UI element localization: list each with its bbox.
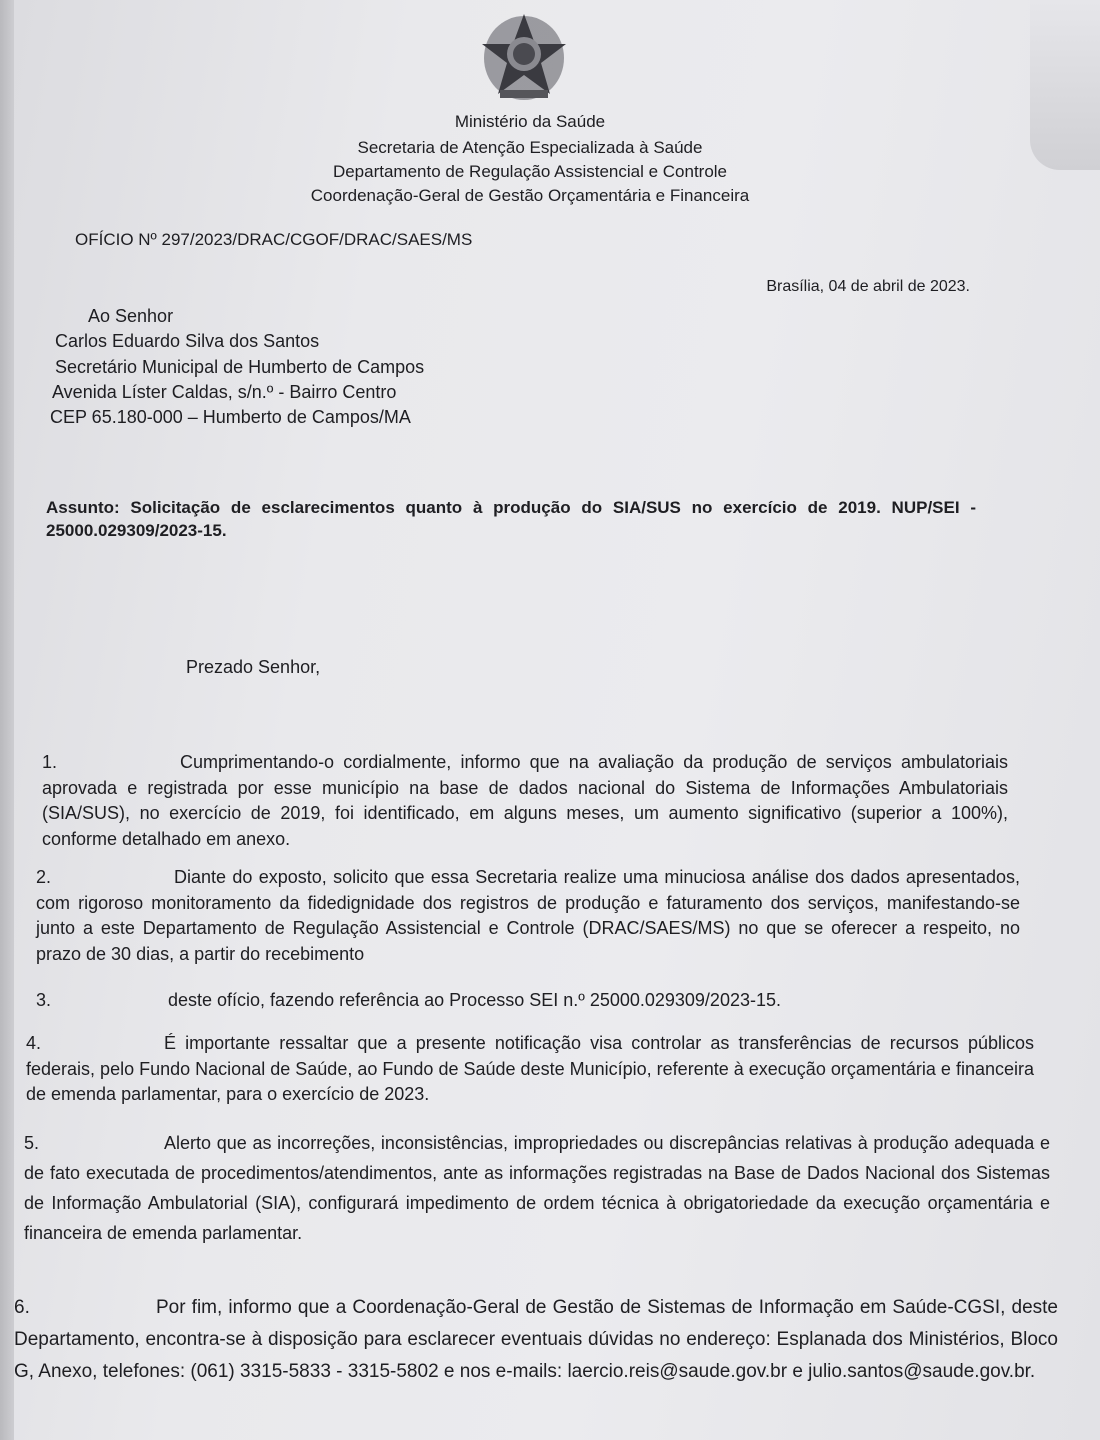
- recipient-address: Avenida Líster Caldas, s/n.º - Bairro Centro: [52, 382, 397, 402]
- paragraph-number: 6.: [14, 1297, 30, 1318]
- paragraph-4: [26, 1031, 1034, 1108]
- recipient-title: Secretário Municipal de Humberto de Campos: [55, 357, 425, 377]
- paragraph-number: 3.: [36, 990, 52, 1010]
- paragraph-text: É importante ressaltar que a presente notificação visa controlar as transferências de recursos públicos federais, pelo Fundo Nacional de Saúde, ao Fundo de Saúde deste Município, referente à execução orçamentária e financeira de emenda parlamentar, para o exercício de 2023.: [26, 1033, 1034, 1104]
- paragraph-2: [36, 865, 1020, 967]
- paragraph-5: [24, 1128, 1050, 1248]
- subject: Assunto: Solicitação de esclarecimentos quanto à produção do SIA/SUS no exercício de 2019. NUP/SEI - 25000.029309/2023-15.: [46, 498, 976, 540]
- paragraph-text: Por fim, informo que a Coordenação-Geral de Gestão de Sistemas de Informação em Saúde-CGSI, deste Departamento, encontra-se à disposição para esclarecer eventuais dúvidas no endereço: Esplanada dos Ministérios, Bloco G, Anexo, telefones: (061) 3315-5833 - 3315-5802 e nos e-mails: laercio.reis@saude.gov.br e julio.santos@saude.gov.br.: [14, 1297, 1058, 1382]
- paragraph-6: [14, 1292, 1058, 1388]
- paragraph-text: deste ofício, fazendo referência ao Processo SEI n.º 25000.029309/2023-15.: [168, 990, 781, 1010]
- paragraph-number: 2.: [36, 867, 52, 887]
- recipient-cep: CEP 65.180-000 – Humberto de Campos/MA: [50, 407, 411, 427]
- salutation: Prezado Senhor,: [186, 657, 321, 677]
- paragraph-1: [42, 750, 1008, 852]
- paragraph-number: 5.: [24, 1133, 40, 1153]
- header-coordenacao: Coordenação-Geral de Gestão Orçamentária e Financeira: [310, 186, 750, 205]
- date: Brasília, 04 de abril de 2023.: [766, 278, 970, 295]
- header-departamento: Departamento de Regulação Assistencial e Controle: [332, 162, 728, 181]
- oficio-number: OFÍCIO Nº 297/2023/DRAC/CGOF/DRAC/SAES/MS: [75, 230, 473, 249]
- paragraph-text: Diante do exposto, solicito que essa Secretaria realize uma minuciosa análise dos dados apresentados, com rigoroso monitoramento da fidedignidade dos registros de produção e faturamento dos serviços, manifestando-se junto a este Departamento de Regulação Assistencial e Controle (DRAC/SAES/MS) no que se oferecer a respeito, no prazo de 30 dias, a partir do recebimento: [36, 867, 1020, 964]
- paragraph-3: [36, 988, 1020, 1014]
- recipient-line: Ao Senhor: [88, 306, 174, 326]
- paragraph-number: 1.: [42, 752, 58, 772]
- paragraph-number: 4.: [26, 1033, 42, 1053]
- header-ministry: Ministério da Saúde: [454, 112, 606, 131]
- header-secretaria: Secretaria de Atenção Especializada à Saúde: [357, 138, 703, 157]
- paragraph-text: Alerto que as incorreções, inconsistências, impropriedades ou discrepâncias relativas à produção adequada e de fato executada de procedimentos/atendimentos, ante as informações registradas na Base de Dados Nacional dos Sistemas de Informação Ambulatorial (SIA), configurará impedimento de ordem técnica à obrigatoriedade da execução orçamentária e financeira de emenda parlamentar.: [24, 1133, 1050, 1243]
- coat-of-arms-seal-icon: [478, 8, 570, 104]
- background-object: [1030, 0, 1100, 170]
- paragraph-text: Cumprimentando-o cordialmente, informo que na avaliação da produção de serviços ambulatoriais aprovada e registrada por esse município na base de dados nacional do Sistema de Informações Ambulatoriais (SIA/SUS), no exercício de 2019, foi identificado, em alguns meses, um aumento significativo (superior a 100%), conforme detalhado em anexo.: [42, 752, 1008, 849]
- recipient-name: Carlos Eduardo Silva dos Santos: [55, 331, 320, 351]
